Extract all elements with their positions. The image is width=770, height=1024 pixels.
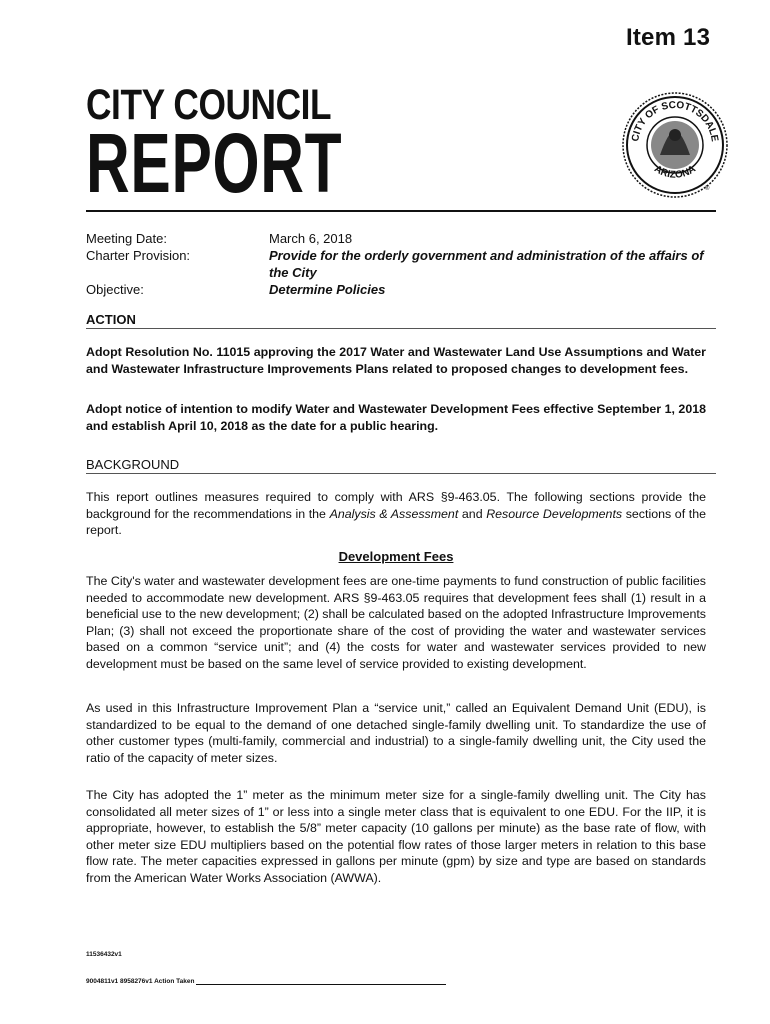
document-id: 11536432v1 bbox=[86, 951, 122, 958]
svg-text:CITY OF SCOTTSDALE: CITY OF SCOTTSDALE bbox=[630, 99, 720, 143]
development-fees-paragraph-2: As used in this Infrastructure Improvement Plan a “service unit,” called an Equivalent Demand Unit (EDU), is standardized to be equal to the demand of one detached single-family dwelling unit. To standardize the use of other customer types (multi-family, commercial and industrial) to a single-family dwelling unit, the City used the ratio of the capacity of meter sizes. bbox=[86, 701, 706, 765]
action-taken-blank bbox=[196, 978, 446, 985]
meeting-meta bbox=[86, 230, 716, 298]
objective-label: Objective: bbox=[86, 282, 144, 297]
action-heading: ACTION bbox=[86, 312, 716, 329]
svg-text:®: ® bbox=[705, 186, 710, 192]
meeting-date-value: March 6, 2018 bbox=[269, 231, 353, 246]
action-paragraph-2: Adopt notice of intention to modify Water and Wastewater Development Fees effective September 1, 2018 and establish April 10, 2018 as the date for a public hearing. bbox=[86, 402, 706, 433]
city-seal-icon bbox=[620, 90, 730, 200]
action-paragraph-1: Adopt Resolution No. 11015 approving the 2017 Water and Wastewater Land Use Assumptions and Water and Wastewater Infrastructure Improvements Plans related to proposed changes to development fees. bbox=[86, 345, 706, 376]
svg-text:ARIZONA: ARIZONA bbox=[652, 163, 698, 181]
charter-value: Provide for the orderly government and administration of the affairs of the City bbox=[269, 248, 704, 280]
action-taken-label: 9004811v1 8958276v1 Action Taken bbox=[86, 978, 195, 985]
action-taken-line bbox=[86, 978, 446, 985]
background-intro: This report outlines measures required to comply with ARS §9-463.05. The following sections provide the background for the recommendations in the Analysis & Assessment and Resource Developments sections of the report. bbox=[86, 490, 706, 537]
header-divider bbox=[86, 210, 716, 212]
report-title bbox=[86, 81, 442, 210]
report-title-line1: CITY COUNCIL bbox=[86, 81, 332, 129]
item-number: Item 13 bbox=[626, 24, 711, 51]
report-title-line2: REPORT bbox=[86, 116, 343, 210]
meeting-date-label: Meeting Date: bbox=[86, 231, 167, 246]
objective-value: Determine Policies bbox=[269, 282, 386, 297]
development-fees-paragraph-3: The City has adopted the 1” meter as the minimum meter size for a single-family dwelling unit. The City has consolidated all meter sizes of 1” or less into a single meter class that is equivalent to one EDU. For the IIP, it is appropriate, however, to establish the 5/8” meter capacity (10 gallons per minute) as the base rate of flow, with other meter size EDU multipliers based on the potential flow rates of those larger meters in relation to this base flow rate. The meter capacities expressed in gallons per minute (gpm) by size and type are based on standards from the American Water Works Association (AWWA). bbox=[86, 788, 706, 885]
development-fees-heading: Development Fees bbox=[338, 549, 454, 564]
development-fees-paragraph-1: The City's water and wastewater development fees are one-time payments to fund construction of public facilities needed to accommodate new development. ARS §9-463.05 requires that development fees shall (1) result in a beneficial use to the new development; (2) shall be calculated based on the adopted Infrastructure Improvements Plan; (3) shall not exceed the proportionate share of the cost of providing the water and wastewater services based on a common “service unit”; and (4) the costs for water and wastewater services provided to new development must be based on the same level of service provided to existing development. bbox=[86, 574, 706, 671]
background-heading: BACKGROUND bbox=[86, 457, 716, 474]
charter-label: Charter Provision: bbox=[86, 248, 191, 263]
